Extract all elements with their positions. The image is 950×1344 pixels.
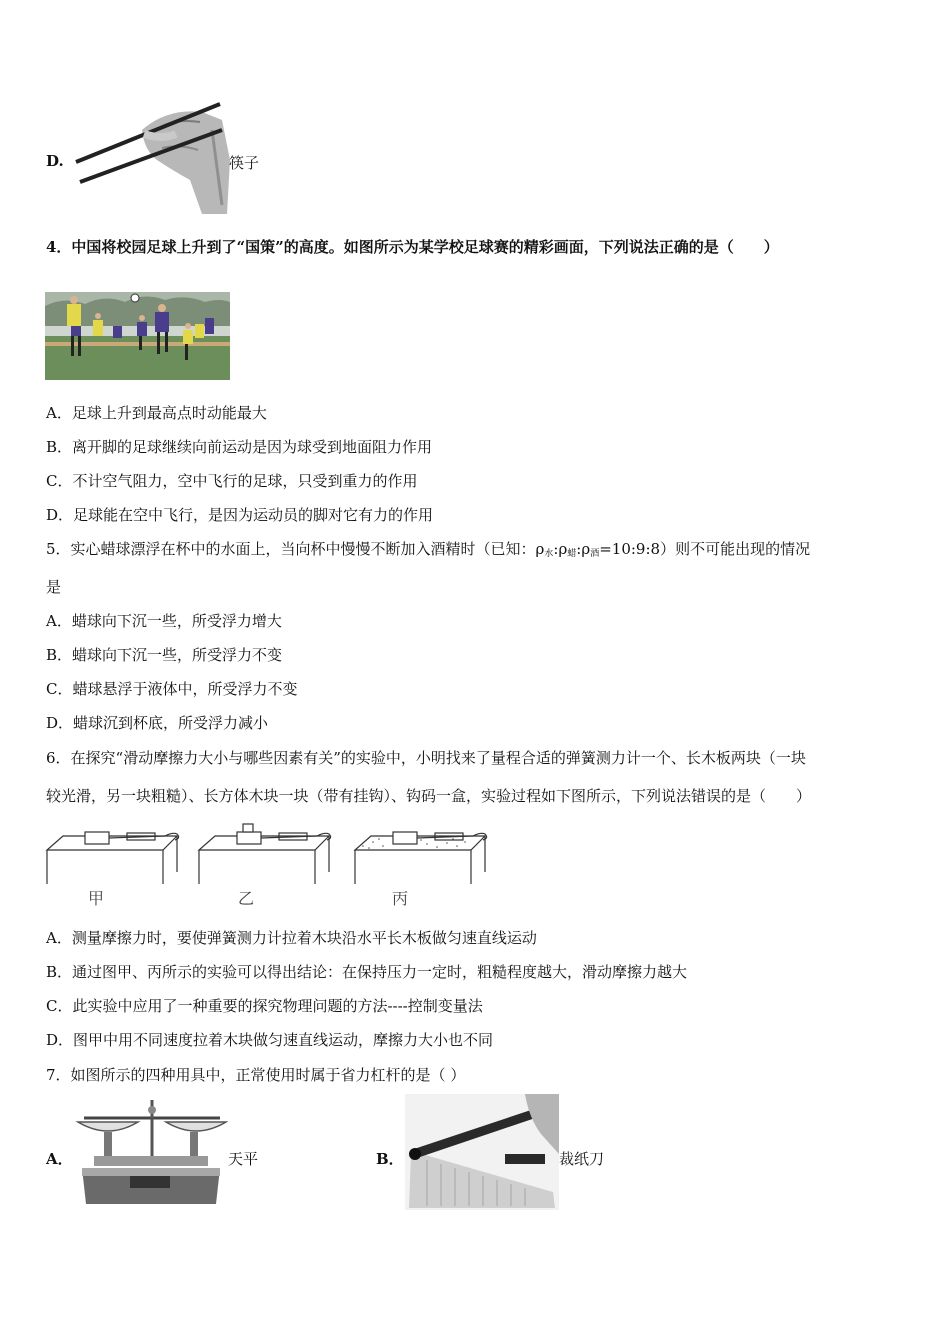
q4-stem: 4．中国将校园足球上升到了“国策”的高度。如图所示为某学校足球赛的精彩画面，下列说法正确的是（ ） xyxy=(46,238,779,256)
q5-option-b: B．蜡球向下沉一些，所受浮力不变 xyxy=(46,646,283,664)
fig-label-jia: 甲 xyxy=(88,889,105,908)
q5-option-a: A．蜡球向下沉一些，所受浮力增大 xyxy=(46,612,282,630)
q5-option-c: C．蜡球悬浮于液体中，所受浮力不变 xyxy=(46,680,298,698)
q6-option-b: B．通过图甲、丙所示的实验可以得出结论：在保持压力一定时，粗糙程度越大，滑动摩擦力越大 xyxy=(46,963,688,981)
friction-experiment-figure xyxy=(45,822,515,910)
rho-sub-water: 水 xyxy=(544,549,554,559)
q5-stem-continued: 是 xyxy=(46,578,62,596)
paper-cutter-label: 裁纸刀 xyxy=(559,1150,605,1168)
setup-jia xyxy=(47,832,179,884)
q6-stem-continued: 较光滑，另一块粗糙）、长方体木块一块（带有挂钩）、钩码一盒，实验过程如下图所示，下列说法错误的是（ ） xyxy=(46,787,812,805)
setup-yi xyxy=(199,824,331,884)
fig-label-yi: 乙 xyxy=(238,889,255,908)
q4-option-a: A．足球上升到最高点时动能最大 xyxy=(46,404,267,422)
q6-option-d: D．图甲中用不同速度拉着木块做匀速直线运动，摩擦力大小也不同 xyxy=(46,1031,494,1049)
q4-option-d: D．足球能在空中飞行，是因为运动员的脚对它有力的作用 xyxy=(46,506,434,524)
rho-sub-alcohol: 酒 xyxy=(590,549,600,559)
q5-option-d: D．蜡球沉到杯底，所受浮力减小 xyxy=(46,714,269,732)
q7-option-a-letter: A． xyxy=(46,1150,73,1168)
chopsticks-image xyxy=(72,100,230,214)
football-photo xyxy=(45,292,230,380)
rho-symbol: ρ xyxy=(535,540,545,558)
q5-stem-part1: 5．实心蜡球漂浮在杯中的水面上，当向杯中慢慢不断加入酒精时（已知： xyxy=(46,540,536,558)
colon: : xyxy=(576,540,582,558)
balance-scale-image xyxy=(74,1096,228,1208)
q5-stem xyxy=(46,538,810,559)
q4-option-c: C．不计空气阻力，空中飞行的足球，只受到重力的作用 xyxy=(46,472,418,490)
paper-cutter-image xyxy=(405,1094,559,1210)
rho-sub-wax: 蜡 xyxy=(567,549,577,559)
q6-option-c: C．此实验中应用了一种重要的探究物理问题的方法----控制变量法 xyxy=(46,997,483,1015)
colon: : xyxy=(553,540,559,558)
rho-symbol: ρ xyxy=(558,540,568,558)
q7-option-b-letter: B． xyxy=(376,1150,404,1168)
q5-stem-part2: ）则不可能出现的情况 xyxy=(660,540,811,558)
setup-bing xyxy=(355,832,487,884)
q4-option-b: B．离开脚的足球继续向前运动是因为球受到地面阻力作用 xyxy=(46,438,433,456)
q6-stem: 6．在探究“滑动摩擦力大小与哪些因素有关”的实验中，小明找来了量程合适的弹簧测力计一个、长木板两块（一块 xyxy=(46,749,806,767)
q6-option-a: A．测量摩擦力时，要使弹簧测力计拉着木块沿水平长木板做匀速直线运动 xyxy=(46,929,537,947)
density-ratio: =10:9:8 xyxy=(599,540,661,558)
fig-label-bing: 丙 xyxy=(392,889,409,908)
q7-stem: 7．如图所示的四种用具中，正常使用时属于省力杠杆的是（ ） xyxy=(46,1066,466,1084)
option-letter: D. xyxy=(46,152,64,170)
chopsticks-label: 筷子 xyxy=(229,154,260,172)
balance-label: 天平 xyxy=(228,1150,259,1168)
q3-option-d xyxy=(46,152,64,170)
rho-symbol: ρ xyxy=(581,540,591,558)
